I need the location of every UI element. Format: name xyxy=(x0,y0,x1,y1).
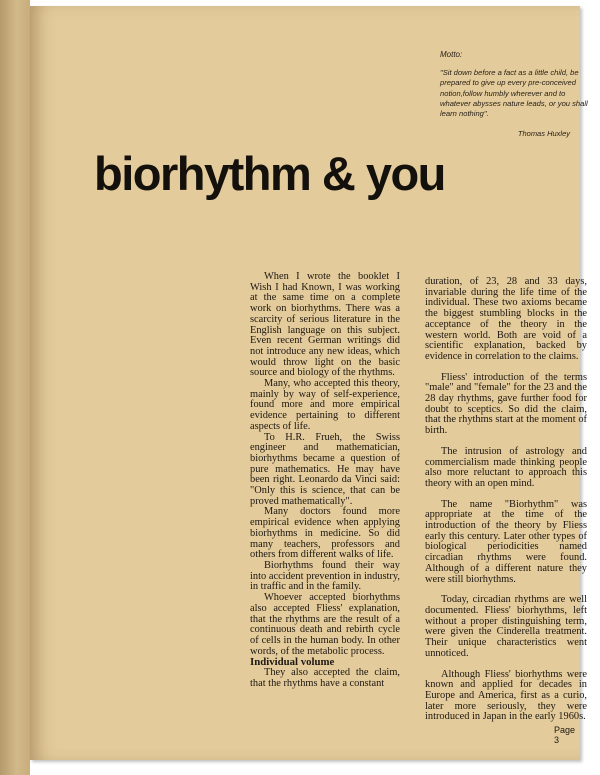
left-paragraph-4: Many doctors found more empirical evidence when applying biorhythms in medicine. So did many teachers, professors and others from different walks of life. xyxy=(250,506,400,561)
right-column xyxy=(425,277,587,733)
right-paragraph-4: The name "Biorhythm" was appropriate at the time of the introduction of the theory by Fliess early this century. Later other types of biological periodicities named circadian rhythms were found. Although of a different nature they were still biorhythms. xyxy=(425,498,587,585)
left-column xyxy=(250,272,400,689)
magazine-page xyxy=(30,6,588,760)
motto-block xyxy=(440,50,590,139)
left-paragraph-2: Many, who accepted this theory, mainly by way of self-experience, found more and more empirical evidence pertaining to different aspects of life. xyxy=(250,378,400,432)
book-spine xyxy=(0,0,30,775)
page-number: Page 3 xyxy=(554,725,576,745)
right-paragraph-3: The intrusion of astrology and commercialism made thinking people also more reluctant to approach this theory with an open mind. xyxy=(425,445,587,489)
left-paragraph-6: Whoever accepted biorhythms also accepted Fliess' explanation, that the rhythms are the result of a continuous death and rebirth cycle of cells in the human body. In other words, of the metabolic process. xyxy=(250,592,400,657)
section-subheading: Individual volume xyxy=(250,656,335,669)
motto-label: Motto: xyxy=(440,50,463,59)
right-paragraph-2: Fliess' introduction of the terms "male" and "female" for the 23 and the 28 day rhythms, gave further food for doubt to sceptics. So did the claim, that the rhythms start at the moment of birth. xyxy=(425,371,587,437)
right-paragraph-6: Although Fliess' biorhythms were known and applied for decades in Europe and America, first as a curio, later more seriously, they were introduced in Japan in the early 1960s. xyxy=(425,668,587,723)
motto-quote: "Sit down before a fact as a little child, be prepared to give up every pre-conceived notion,follow humbly wherever and to whatever abysses nature leads, or you shall learn nothing". xyxy=(440,68,588,119)
right-paragraph-1: duration, of 23, 28 and 33 days, invariable during the life time of the individual. These two axioms became the biggest stumbling blocks in the acceptance of the theory in the western world. Both are void of a scientific explanation, backed by evidence in correlation to the claims. xyxy=(425,276,587,362)
article-headline: biorhythm & you xyxy=(94,147,445,200)
left-paragraph-1: When I wrote the booklet I Wish I had Known, I was working at the same time on a complete work on biorhythms. There was a scarcity of serious literature in the English language on this subject. Even recent German writings did not introduce any new ideas, which would throw light on the basic source and biology of the rhythms. xyxy=(250,271,400,379)
right-paragraph-5: Today, circadian rhythms are well documented. Fliess' biorhythms, left without a proper distinguishing term, were given the Cinderella treatment. Their unique characteristics went unnoticed. xyxy=(425,594,587,659)
left-paragraph-5: Biorhythms found their way into accident prevention in industry, in traffic and in the family. xyxy=(250,559,400,593)
left-paragraph-3: To H.R. Frueh, the Swiss engineer and mathematician, biorhythms became a question of pure mathematics. He may have been right. Leonardo da Vinci said: "Only this is science, that can be proved mathematically". xyxy=(250,431,400,507)
left-paragraph-7: They also accepted the claim, that the rhythms have a constant xyxy=(250,667,400,689)
motto-author: Thomas Huxley xyxy=(517,129,570,139)
